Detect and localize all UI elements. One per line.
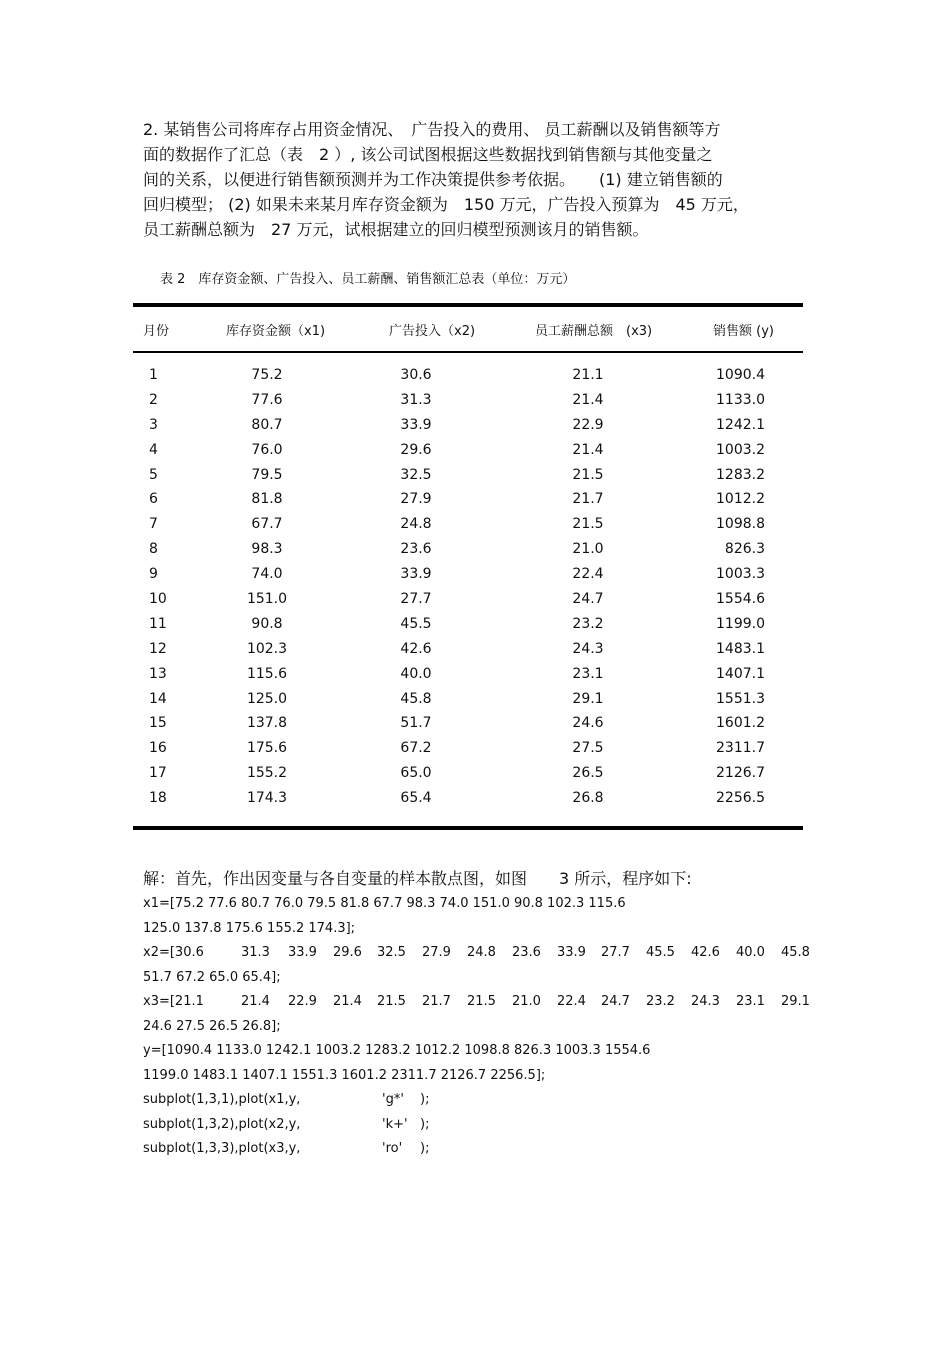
table-row xyxy=(133,541,803,566)
cell-month: 17 xyxy=(149,765,167,782)
cell-x3: 21.4 xyxy=(572,391,604,408)
cell-x3: 21.5 xyxy=(572,466,604,483)
data-table xyxy=(133,307,803,807)
problem-line: 间的关系，以便进行销售额预测并为工作决策提供参考依据。 (1) 建立销售额的 xyxy=(143,170,723,189)
code-token: 27.7 xyxy=(601,945,630,960)
table-row xyxy=(133,417,803,442)
table-row xyxy=(133,666,803,691)
cell-month: 3 xyxy=(149,416,158,433)
table-row xyxy=(133,516,803,541)
code-token: 45.5 xyxy=(646,945,675,960)
code-line: y=[1090.4 1133.0 1242.1 1003.2 1283.2 1012.2 1098.8 826.3 1003.3 1554.6 xyxy=(143,1043,651,1058)
code-token: 29.1 xyxy=(781,994,810,1009)
plot-calls xyxy=(143,1088,808,1162)
cell-y: 1012.2 xyxy=(716,491,765,508)
cell-x1: 74.0 xyxy=(251,566,283,583)
cell-y: 1003.2 xyxy=(716,441,765,458)
cell-y: 1199.0 xyxy=(716,615,765,632)
cell-y: 1483.1 xyxy=(716,640,765,657)
table-row xyxy=(133,442,803,467)
cell-x2: 27.9 xyxy=(400,491,432,508)
problem-line: 员工薪酬总额为 27 万元，试根据建立的回归模型预测该月的销售额。 xyxy=(143,220,649,239)
code-line: 125.0 137.8 175.6 155.2 174.3]; xyxy=(143,920,356,936)
code-token: 42.6 xyxy=(691,945,720,960)
cell-x2: 45.8 xyxy=(400,690,432,707)
problem-line: 回归模型； (2) 如果未来某月库存资金额为 150 万元，广告投入预算为 45 万元， xyxy=(143,195,749,214)
cell-month: 18 xyxy=(149,790,167,807)
cell-x2: 65.0 xyxy=(400,765,432,782)
code-token: 23.1 xyxy=(736,994,765,1009)
code-line: x1=[75.2 77.6 80.7 76.0 79.5 81.8 67.7 98.3 74.0 151.0 90.8 102.3 115.6 xyxy=(143,896,626,911)
cell-x2: 33.9 xyxy=(400,416,432,433)
cell-x1: 137.8 xyxy=(246,715,288,732)
cell-x3: 23.2 xyxy=(572,615,604,632)
code-token: 21.5 xyxy=(467,994,496,1009)
code-line-x3 xyxy=(143,990,808,1015)
table-row xyxy=(133,790,803,815)
plot-end: ); xyxy=(420,1092,430,1107)
header-x3: 员工薪酬总额 (x3) xyxy=(535,324,653,339)
cell-x2: 45.5 xyxy=(400,615,432,632)
cell-x1: 155.2 xyxy=(246,765,288,782)
cell-y: 1242.1 xyxy=(716,416,765,433)
cell-month: 15 xyxy=(149,715,167,732)
cell-x1: 80.7 xyxy=(251,416,283,433)
code-token: 45.8 xyxy=(781,945,810,960)
cell-x2: 51.7 xyxy=(400,715,432,732)
cell-y: 1133.0 xyxy=(716,391,765,408)
cell-x1: 90.8 xyxy=(251,615,283,632)
table-row xyxy=(133,367,803,392)
table-row xyxy=(133,392,803,417)
cell-y: 1283.2 xyxy=(716,466,765,483)
code-token: 40.0 xyxy=(736,945,765,960)
plot-call: subplot(1,3,2),plot(x2,y, xyxy=(143,1116,301,1132)
cell-y: 2126.7 xyxy=(716,765,765,782)
cell-x2: 27.7 xyxy=(400,591,432,608)
header-month: 月份 xyxy=(143,324,170,339)
cell-month: 5 xyxy=(149,466,158,483)
cell-x3: 29.1 xyxy=(572,690,604,707)
cell-x2: 33.9 xyxy=(400,566,432,583)
cell-month: 12 xyxy=(149,640,167,657)
code-line: 51.7 67.2 65.0 65.4]; xyxy=(143,969,281,985)
header-x1: 库存资金额（x1) xyxy=(226,324,326,339)
cell-x3: 24.6 xyxy=(572,715,604,732)
cell-x1: 125.0 xyxy=(246,690,288,707)
cell-x2: 23.6 xyxy=(400,541,432,558)
cell-x1: 102.3 xyxy=(246,640,288,657)
table-row xyxy=(133,765,803,790)
cell-y: 1551.3 xyxy=(716,690,765,707)
code-token: 24.7 xyxy=(601,994,630,1009)
header-x2: 广告投入（x2) xyxy=(389,324,476,339)
cell-x1: 175.6 xyxy=(246,740,288,757)
cell-x2: 30.6 xyxy=(400,367,432,383)
table-row xyxy=(133,566,803,591)
cell-x1: 81.8 xyxy=(251,491,283,508)
cell-x3: 21.0 xyxy=(572,541,604,558)
problem-line: 面的数据作了汇总（表 2 ）, 该公司试图根据这些数据找到销售额与其他变量之 xyxy=(143,145,713,164)
cell-y: 1003.3 xyxy=(716,566,765,583)
code-token: 33.9 xyxy=(288,945,317,960)
code-line-plot xyxy=(143,1137,808,1162)
cell-y: 1554.6 xyxy=(716,591,765,608)
cell-y: 1407.1 xyxy=(716,665,765,682)
code-token: x2=[30.6 xyxy=(143,945,204,960)
cell-x1: 67.7 xyxy=(251,516,283,533)
cell-x3: 24.3 xyxy=(572,640,604,657)
cell-x3: 23.1 xyxy=(572,665,604,682)
plot-end: ); xyxy=(420,1116,430,1132)
code-token: 21.5 xyxy=(377,994,406,1009)
table-bottom-rule xyxy=(133,826,803,830)
cell-month: 2 xyxy=(149,391,158,408)
code-token: 29.6 xyxy=(333,945,362,960)
code-token: 21.4 xyxy=(241,994,270,1009)
code-token: 24.3 xyxy=(691,994,720,1009)
cell-x3: 26.8 xyxy=(572,790,604,807)
cell-x3: 21.5 xyxy=(572,516,604,533)
cell-month: 9 xyxy=(149,566,158,583)
plot-call: subplot(1,3,3),plot(x3,y, xyxy=(143,1141,301,1156)
cell-x2: 24.8 xyxy=(400,516,432,533)
cell-x1: 115.6 xyxy=(246,665,288,682)
table-row xyxy=(133,740,803,765)
code-token: 32.5 xyxy=(377,945,406,960)
table-header xyxy=(133,307,803,351)
cell-x3: 21.4 xyxy=(572,441,604,458)
cell-x3: 21.1 xyxy=(572,367,604,383)
code-block xyxy=(143,892,808,1162)
cell-month: 8 xyxy=(149,541,158,558)
table-body xyxy=(133,367,803,815)
table-row xyxy=(133,641,803,666)
cell-y: 1090.4 xyxy=(716,367,765,383)
code-token: 21.7 xyxy=(422,994,451,1009)
cell-month: 14 xyxy=(149,690,167,707)
cell-month: 7 xyxy=(149,516,158,533)
code-token: 22.9 xyxy=(288,994,317,1009)
table-row xyxy=(133,616,803,641)
plot-call: subplot(1,3,1),plot(x1,y, xyxy=(143,1092,301,1107)
cell-month: 13 xyxy=(149,665,167,682)
cell-x1: 76.0 xyxy=(251,441,283,458)
cell-month: 1 xyxy=(149,367,158,383)
table-row xyxy=(133,691,803,716)
code-line-plot xyxy=(143,1088,808,1113)
code-token: 23.2 xyxy=(646,994,675,1009)
code-token: 21.4 xyxy=(333,994,362,1009)
cell-x3: 22.4 xyxy=(572,566,604,583)
code-token: 22.4 xyxy=(557,994,586,1009)
cell-x1: 79.5 xyxy=(251,466,283,483)
cell-y: 2311.7 xyxy=(716,740,765,757)
code-token: 24.8 xyxy=(467,945,496,960)
cell-x2: 32.5 xyxy=(400,466,432,483)
cell-x3: 22.9 xyxy=(572,416,604,433)
cell-month: 10 xyxy=(149,591,167,608)
cell-y: 2256.5 xyxy=(716,790,765,807)
plot-style: 'k+' xyxy=(382,1116,408,1132)
code-token: 33.9 xyxy=(557,945,586,960)
table-caption: 表 2 库存资金额、广告投入、员工薪酬、销售额汇总表（单位：万元） xyxy=(160,272,576,287)
plot-end: ); xyxy=(420,1141,430,1156)
code-line-plot xyxy=(143,1113,808,1138)
cell-month: 4 xyxy=(149,441,158,458)
table-row xyxy=(133,467,803,492)
header-y: 销售额 (y) xyxy=(713,324,774,339)
cell-x3: 27.5 xyxy=(572,740,604,757)
code-token: x3=[21.1 xyxy=(143,994,204,1009)
cell-y: 1098.8 xyxy=(716,516,765,533)
cell-x1: 151.0 xyxy=(246,591,288,608)
code-line: 24.6 27.5 26.5 26.8]; xyxy=(143,1018,281,1034)
cell-x1: 174.3 xyxy=(246,790,288,807)
cell-x2: 65.4 xyxy=(400,790,432,807)
cell-month: 11 xyxy=(149,615,167,632)
solution-intro: 解：首先，作出因变量与各自变量的样本散点图，如图 3 所示，程序如下: xyxy=(143,869,692,888)
code-token: 23.6 xyxy=(512,945,541,960)
cell-month: 16 xyxy=(149,740,167,757)
cell-x1: 75.2 xyxy=(251,367,283,383)
code-token: 21.0 xyxy=(512,994,541,1009)
code-token: 31.3 xyxy=(241,945,270,960)
code-line-x2 xyxy=(143,941,808,966)
cell-y: 1601.2 xyxy=(716,715,765,732)
plot-style: 'g*' xyxy=(382,1092,404,1107)
cell-x2: 31.3 xyxy=(400,391,432,408)
plot-style: 'ro' xyxy=(382,1141,403,1156)
cell-x1: 77.6 xyxy=(251,391,283,408)
code-line: 1199.0 1483.1 1407.1 1551.3 1601.2 2311.7 2126.7 2256.5]; xyxy=(143,1067,546,1083)
cell-x2: 40.0 xyxy=(400,665,432,682)
cell-month: 6 xyxy=(149,491,158,508)
cell-x3: 24.7 xyxy=(572,591,604,608)
cell-x2: 67.2 xyxy=(400,740,432,757)
cell-x1: 98.3 xyxy=(251,541,283,558)
table-header-rule xyxy=(133,351,803,353)
table-row xyxy=(133,491,803,516)
problem-statement xyxy=(143,117,808,242)
problem-line: 2. 某销售公司将库存占用资金情况、 广告投入的费用、 员工薪酬以及销售额等方 xyxy=(143,120,721,139)
table-row xyxy=(133,715,803,740)
table-row xyxy=(133,591,803,616)
cell-x3: 26.5 xyxy=(572,765,604,782)
cell-x2: 29.6 xyxy=(400,441,432,458)
cell-y: 826.3 xyxy=(724,541,765,558)
code-token: 27.9 xyxy=(422,945,451,960)
cell-x3: 21.7 xyxy=(572,491,604,508)
cell-x2: 42.6 xyxy=(400,640,432,657)
